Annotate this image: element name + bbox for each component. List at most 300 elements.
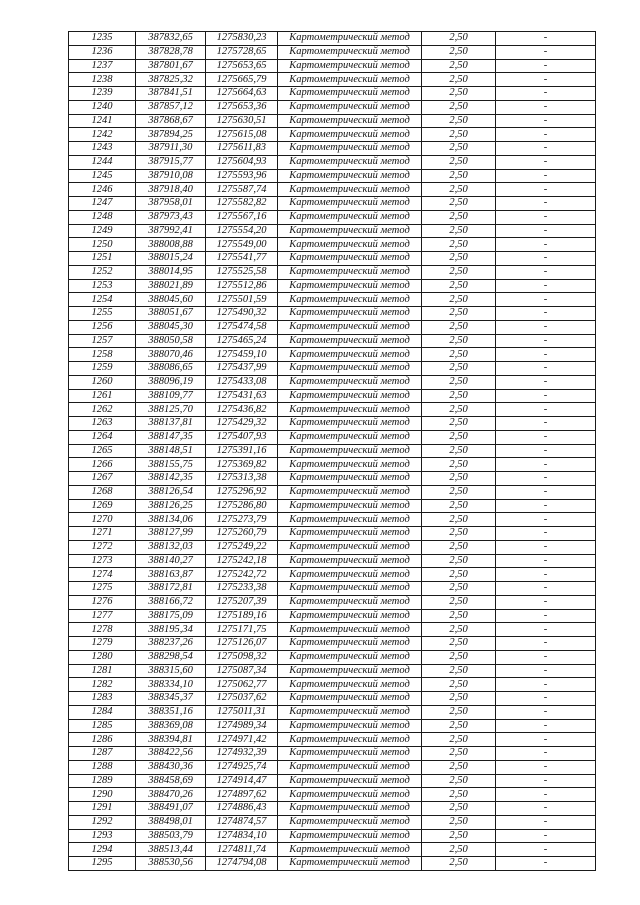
method-cell: Картометрический метод: [278, 733, 422, 747]
accuracy-cell: 2,50: [422, 678, 496, 692]
y-coordinate-cell: 1274925,74: [206, 760, 278, 774]
table-row: [69, 678, 596, 692]
x-coordinate-cell: 388109,77: [136, 389, 206, 403]
description-cell: -: [496, 664, 596, 678]
x-coordinate-cell: 388163,87: [136, 568, 206, 582]
x-coordinate-cell: 387918,40: [136, 183, 206, 197]
point-number-cell: 1286: [69, 733, 136, 747]
table-row: [69, 568, 596, 582]
point-number-cell: 1250: [69, 238, 136, 252]
table-row: [69, 472, 596, 486]
point-number-cell: 1267: [69, 472, 136, 486]
table-row: [69, 664, 596, 678]
method-cell: Картометрический метод: [278, 472, 422, 486]
method-cell: Картометрический метод: [278, 293, 422, 307]
y-coordinate-cell: 1275273,79: [206, 513, 278, 527]
method-cell: Картометрический метод: [278, 664, 422, 678]
description-cell: -: [496, 87, 596, 101]
x-coordinate-cell: 388394,81: [136, 733, 206, 747]
y-coordinate-cell: 1275554,20: [206, 224, 278, 238]
description-cell: -: [496, 527, 596, 541]
x-coordinate-cell: 388513,44: [136, 843, 206, 857]
table-row: [69, 692, 596, 706]
point-number-cell: 1279: [69, 637, 136, 651]
x-coordinate-cell: 388530,56: [136, 857, 206, 871]
point-number-cell: 1257: [69, 334, 136, 348]
x-coordinate-cell: 388126,25: [136, 499, 206, 513]
y-coordinate-cell: 1274897,62: [206, 788, 278, 802]
table-row: [69, 430, 596, 444]
table-row: [69, 417, 596, 431]
description-cell: -: [496, 183, 596, 197]
y-coordinate-cell: 1275490,32: [206, 307, 278, 321]
description-cell: -: [496, 760, 596, 774]
method-cell: Картометрический метод: [278, 334, 422, 348]
accuracy-cell: 2,50: [422, 513, 496, 527]
accuracy-cell: 2,50: [422, 527, 496, 541]
table-row: [69, 73, 596, 87]
table-row: [69, 114, 596, 128]
x-coordinate-cell: 388148,51: [136, 444, 206, 458]
y-coordinate-cell: 1274886,43: [206, 802, 278, 816]
table-row: [69, 142, 596, 156]
point-number-cell: 1294: [69, 843, 136, 857]
table-row: [69, 320, 596, 334]
table-row: [69, 747, 596, 761]
method-cell: Картометрический метод: [278, 444, 422, 458]
x-coordinate-cell: 388491,07: [136, 802, 206, 816]
y-coordinate-cell: 1275087,34: [206, 664, 278, 678]
point-number-cell: 1276: [69, 595, 136, 609]
method-cell: Картометрический метод: [278, 802, 422, 816]
method-cell: Картометрический метод: [278, 540, 422, 554]
accuracy-cell: 2,50: [422, 238, 496, 252]
x-coordinate-cell: 388237,26: [136, 637, 206, 651]
x-coordinate-cell: 387828,78: [136, 45, 206, 59]
y-coordinate-cell: 1275207,39: [206, 595, 278, 609]
point-number-cell: 1239: [69, 87, 136, 101]
x-coordinate-cell: 387958,01: [136, 197, 206, 211]
description-cell: -: [496, 444, 596, 458]
table-row: [69, 389, 596, 403]
table-row: [69, 265, 596, 279]
method-cell: Картометрический метод: [278, 513, 422, 527]
point-number-cell: 1268: [69, 485, 136, 499]
y-coordinate-cell: 1275062,77: [206, 678, 278, 692]
accuracy-cell: 2,50: [422, 279, 496, 293]
point-number-cell: 1277: [69, 609, 136, 623]
method-cell: Картометрический метод: [278, 279, 422, 293]
method-cell: Картометрический метод: [278, 774, 422, 788]
table-row: [69, 705, 596, 719]
accuracy-cell: 2,50: [422, 142, 496, 156]
accuracy-cell: 2,50: [422, 733, 496, 747]
y-coordinate-cell: 1275665,79: [206, 73, 278, 87]
x-coordinate-cell: 388470,26: [136, 788, 206, 802]
point-number-cell: 1292: [69, 815, 136, 829]
y-coordinate-cell: 1275233,38: [206, 582, 278, 596]
coordinates-table: [68, 31, 596, 871]
accuracy-cell: 2,50: [422, 458, 496, 472]
table-row: [69, 403, 596, 417]
table-row: [69, 733, 596, 747]
description-cell: -: [496, 128, 596, 142]
table-row: [69, 774, 596, 788]
accuracy-cell: 2,50: [422, 293, 496, 307]
description-cell: -: [496, 307, 596, 321]
point-number-cell: 1280: [69, 650, 136, 664]
method-cell: Картометрический метод: [278, 485, 422, 499]
table-row: [69, 609, 596, 623]
table-row: [69, 637, 596, 651]
point-number-cell: 1248: [69, 210, 136, 224]
accuracy-cell: 2,50: [422, 59, 496, 73]
method-cell: Картометрический метод: [278, 788, 422, 802]
table-row: [69, 45, 596, 59]
table-row: [69, 197, 596, 211]
table-row: [69, 362, 596, 376]
y-coordinate-cell: 1275242,72: [206, 568, 278, 582]
accuracy-cell: 2,50: [422, 623, 496, 637]
point-number-cell: 1237: [69, 59, 136, 73]
x-coordinate-cell: 388351,16: [136, 705, 206, 719]
method-cell: Картометрический метод: [278, 678, 422, 692]
table-row: [69, 334, 596, 348]
x-coordinate-cell: 388096,19: [136, 375, 206, 389]
x-coordinate-cell: 388175,09: [136, 609, 206, 623]
accuracy-cell: 2,50: [422, 760, 496, 774]
point-number-cell: 1236: [69, 45, 136, 59]
accuracy-cell: 2,50: [422, 595, 496, 609]
accuracy-cell: 2,50: [422, 747, 496, 761]
x-coordinate-cell: 388140,27: [136, 554, 206, 568]
x-coordinate-cell: 388345,37: [136, 692, 206, 706]
point-number-cell: 1261: [69, 389, 136, 403]
description-cell: -: [496, 513, 596, 527]
coordinates-table-body: [69, 32, 596, 871]
y-coordinate-cell: 1275369,82: [206, 458, 278, 472]
x-coordinate-cell: 387801,67: [136, 59, 206, 73]
y-coordinate-cell: 1275437,99: [206, 362, 278, 376]
y-coordinate-cell: 1274989,34: [206, 719, 278, 733]
method-cell: Картометрический метод: [278, 155, 422, 169]
table-row: [69, 169, 596, 183]
description-cell: -: [496, 252, 596, 266]
y-coordinate-cell: 1275171,75: [206, 623, 278, 637]
description-cell: -: [496, 499, 596, 513]
accuracy-cell: 2,50: [422, 444, 496, 458]
x-coordinate-cell: 388155,75: [136, 458, 206, 472]
method-cell: Картометрический метод: [278, 747, 422, 761]
point-number-cell: 1244: [69, 155, 136, 169]
description-cell: -: [496, 719, 596, 733]
accuracy-cell: 2,50: [422, 307, 496, 321]
accuracy-cell: 2,50: [422, 375, 496, 389]
table-row: [69, 238, 596, 252]
x-coordinate-cell: 387825,32: [136, 73, 206, 87]
method-cell: Картометрический метод: [278, 430, 422, 444]
table-row: [69, 719, 596, 733]
accuracy-cell: 2,50: [422, 417, 496, 431]
y-coordinate-cell: 1275582,82: [206, 197, 278, 211]
description-cell: -: [496, 375, 596, 389]
point-number-cell: 1263: [69, 417, 136, 431]
y-coordinate-cell: 1275391,16: [206, 444, 278, 458]
table-row: [69, 293, 596, 307]
accuracy-cell: 2,50: [422, 210, 496, 224]
description-cell: -: [496, 595, 596, 609]
method-cell: Картометрический метод: [278, 650, 422, 664]
description-cell: -: [496, 320, 596, 334]
point-number-cell: 1270: [69, 513, 136, 527]
description-cell: -: [496, 568, 596, 582]
method-cell: Картометрический метод: [278, 59, 422, 73]
x-coordinate-cell: 387832,65: [136, 32, 206, 46]
accuracy-cell: 2,50: [422, 114, 496, 128]
description-cell: -: [496, 829, 596, 843]
y-coordinate-cell: 1275037,62: [206, 692, 278, 706]
description-cell: -: [496, 815, 596, 829]
method-cell: Картометрический метод: [278, 87, 422, 101]
point-number-cell: 1284: [69, 705, 136, 719]
y-coordinate-cell: 1275501,59: [206, 293, 278, 307]
point-number-cell: 1272: [69, 540, 136, 554]
y-coordinate-cell: 1274794,08: [206, 857, 278, 871]
table-row: [69, 650, 596, 664]
accuracy-cell: 2,50: [422, 540, 496, 554]
method-cell: Картометрический метод: [278, 554, 422, 568]
x-coordinate-cell: 388166,72: [136, 595, 206, 609]
x-coordinate-cell: 388142,35: [136, 472, 206, 486]
accuracy-cell: 2,50: [422, 128, 496, 142]
point-number-cell: 1259: [69, 362, 136, 376]
description-cell: -: [496, 650, 596, 664]
method-cell: Картометрический метод: [278, 417, 422, 431]
description-cell: -: [496, 692, 596, 706]
y-coordinate-cell: 1274834,10: [206, 829, 278, 843]
description-cell: -: [496, 73, 596, 87]
accuracy-cell: 2,50: [422, 155, 496, 169]
method-cell: Картометрический метод: [278, 32, 422, 46]
accuracy-cell: 2,50: [422, 719, 496, 733]
y-coordinate-cell: 1275260,79: [206, 527, 278, 541]
method-cell: Картометрический метод: [278, 142, 422, 156]
description-cell: -: [496, 623, 596, 637]
method-cell: Картометрический метод: [278, 568, 422, 582]
accuracy-cell: 2,50: [422, 815, 496, 829]
method-cell: Картометрический метод: [278, 857, 422, 871]
method-cell: Картометрический метод: [278, 100, 422, 114]
x-coordinate-cell: 387841,51: [136, 87, 206, 101]
method-cell: Картометрический метод: [278, 114, 422, 128]
description-cell: -: [496, 417, 596, 431]
point-number-cell: 1275: [69, 582, 136, 596]
method-cell: Картометрический метод: [278, 389, 422, 403]
description-cell: -: [496, 155, 596, 169]
point-number-cell: 1258: [69, 348, 136, 362]
x-coordinate-cell: 388127,99: [136, 527, 206, 541]
method-cell: Картометрический метод: [278, 499, 422, 513]
method-cell: Картометрический метод: [278, 815, 422, 829]
accuracy-cell: 2,50: [422, 252, 496, 266]
method-cell: Картометрический метод: [278, 362, 422, 376]
description-cell: -: [496, 430, 596, 444]
table-row: [69, 183, 596, 197]
y-coordinate-cell: 1275189,16: [206, 609, 278, 623]
y-coordinate-cell: 1274932,39: [206, 747, 278, 761]
description-cell: -: [496, 554, 596, 568]
accuracy-cell: 2,50: [422, 73, 496, 87]
x-coordinate-cell: 387973,43: [136, 210, 206, 224]
x-coordinate-cell: 388014,95: [136, 265, 206, 279]
point-number-cell: 1282: [69, 678, 136, 692]
table-row: [69, 595, 596, 609]
point-number-cell: 1241: [69, 114, 136, 128]
point-number-cell: 1273: [69, 554, 136, 568]
table-row: [69, 32, 596, 46]
x-coordinate-cell: 388503,79: [136, 829, 206, 843]
table-row: [69, 279, 596, 293]
x-coordinate-cell: 388422,56: [136, 747, 206, 761]
point-number-cell: 1290: [69, 788, 136, 802]
accuracy-cell: 2,50: [422, 485, 496, 499]
y-coordinate-cell: 1275512,86: [206, 279, 278, 293]
y-coordinate-cell: 1275541,77: [206, 252, 278, 266]
description-cell: -: [496, 389, 596, 403]
description-cell: -: [496, 197, 596, 211]
description-cell: -: [496, 843, 596, 857]
method-cell: Картометрический метод: [278, 169, 422, 183]
x-coordinate-cell: 388315,60: [136, 664, 206, 678]
y-coordinate-cell: 1275296,92: [206, 485, 278, 499]
description-cell: -: [496, 582, 596, 596]
point-number-cell: 1251: [69, 252, 136, 266]
accuracy-cell: 2,50: [422, 87, 496, 101]
x-coordinate-cell: 388126,54: [136, 485, 206, 499]
y-coordinate-cell: 1275436,82: [206, 403, 278, 417]
method-cell: Картометрический метод: [278, 829, 422, 843]
x-coordinate-cell: 388137,81: [136, 417, 206, 431]
y-coordinate-cell: 1275567,16: [206, 210, 278, 224]
x-coordinate-cell: 388298,54: [136, 650, 206, 664]
description-cell: -: [496, 100, 596, 114]
method-cell: Картометрический метод: [278, 183, 422, 197]
x-coordinate-cell: 388070,46: [136, 348, 206, 362]
table-row: [69, 128, 596, 142]
method-cell: Картометрический метод: [278, 595, 422, 609]
method-cell: Картометрический метод: [278, 843, 422, 857]
y-coordinate-cell: 1275587,74: [206, 183, 278, 197]
y-coordinate-cell: 1275604,93: [206, 155, 278, 169]
point-number-cell: 1262: [69, 403, 136, 417]
point-number-cell: 1235: [69, 32, 136, 46]
accuracy-cell: 2,50: [422, 197, 496, 211]
y-coordinate-cell: 1274971,42: [206, 733, 278, 747]
accuracy-cell: 2,50: [422, 334, 496, 348]
description-cell: -: [496, 458, 596, 472]
accuracy-cell: 2,50: [422, 320, 496, 334]
x-coordinate-cell: 388195,34: [136, 623, 206, 637]
method-cell: Картометрический метод: [278, 609, 422, 623]
y-coordinate-cell: 1274811,74: [206, 843, 278, 857]
table-row: [69, 348, 596, 362]
table-row: [69, 857, 596, 871]
accuracy-cell: 2,50: [422, 362, 496, 376]
accuracy-cell: 2,50: [422, 389, 496, 403]
x-coordinate-cell: 388125,70: [136, 403, 206, 417]
y-coordinate-cell: 1275126,07: [206, 637, 278, 651]
table-row: [69, 829, 596, 843]
accuracy-cell: 2,50: [422, 705, 496, 719]
x-coordinate-cell: 387911,30: [136, 142, 206, 156]
point-number-cell: 1240: [69, 100, 136, 114]
description-cell: -: [496, 45, 596, 59]
y-coordinate-cell: 1275011,31: [206, 705, 278, 719]
table-row: [69, 485, 596, 499]
description-cell: -: [496, 403, 596, 417]
method-cell: Картометрический метод: [278, 210, 422, 224]
accuracy-cell: 2,50: [422, 788, 496, 802]
accuracy-cell: 2,50: [422, 664, 496, 678]
x-coordinate-cell: 387910,08: [136, 169, 206, 183]
description-cell: -: [496, 59, 596, 73]
description-cell: -: [496, 485, 596, 499]
table-row: [69, 444, 596, 458]
x-coordinate-cell: 388008,88: [136, 238, 206, 252]
accuracy-cell: 2,50: [422, 554, 496, 568]
method-cell: Картометрический метод: [278, 238, 422, 252]
point-number-cell: 1291: [69, 802, 136, 816]
method-cell: Картометрический метод: [278, 623, 422, 637]
y-coordinate-cell: 1275525,58: [206, 265, 278, 279]
point-number-cell: 1287: [69, 747, 136, 761]
description-cell: -: [496, 788, 596, 802]
accuracy-cell: 2,50: [422, 169, 496, 183]
x-coordinate-cell: 388369,08: [136, 719, 206, 733]
description-cell: -: [496, 279, 596, 293]
table-row: [69, 59, 596, 73]
description-cell: -: [496, 472, 596, 486]
y-coordinate-cell: 1275611,83: [206, 142, 278, 156]
table-row: [69, 307, 596, 321]
accuracy-cell: 2,50: [422, 829, 496, 843]
x-coordinate-cell: 388045,60: [136, 293, 206, 307]
point-number-cell: 1288: [69, 760, 136, 774]
accuracy-cell: 2,50: [422, 430, 496, 444]
method-cell: Картометрический метод: [278, 224, 422, 238]
x-coordinate-cell: 388134,06: [136, 513, 206, 527]
description-cell: -: [496, 637, 596, 651]
accuracy-cell: 2,50: [422, 183, 496, 197]
accuracy-cell: 2,50: [422, 650, 496, 664]
method-cell: Картометрический метод: [278, 45, 422, 59]
table-row: [69, 582, 596, 596]
table-row: [69, 458, 596, 472]
table-row: [69, 375, 596, 389]
description-cell: -: [496, 142, 596, 156]
x-coordinate-cell: 387992,41: [136, 224, 206, 238]
table-row: [69, 802, 596, 816]
y-coordinate-cell: 1275474,58: [206, 320, 278, 334]
accuracy-cell: 2,50: [422, 348, 496, 362]
accuracy-cell: 2,50: [422, 100, 496, 114]
accuracy-cell: 2,50: [422, 582, 496, 596]
point-number-cell: 1293: [69, 829, 136, 843]
description-cell: -: [496, 224, 596, 238]
point-number-cell: 1295: [69, 857, 136, 871]
method-cell: Картометрический метод: [278, 320, 422, 334]
x-coordinate-cell: 388334,10: [136, 678, 206, 692]
